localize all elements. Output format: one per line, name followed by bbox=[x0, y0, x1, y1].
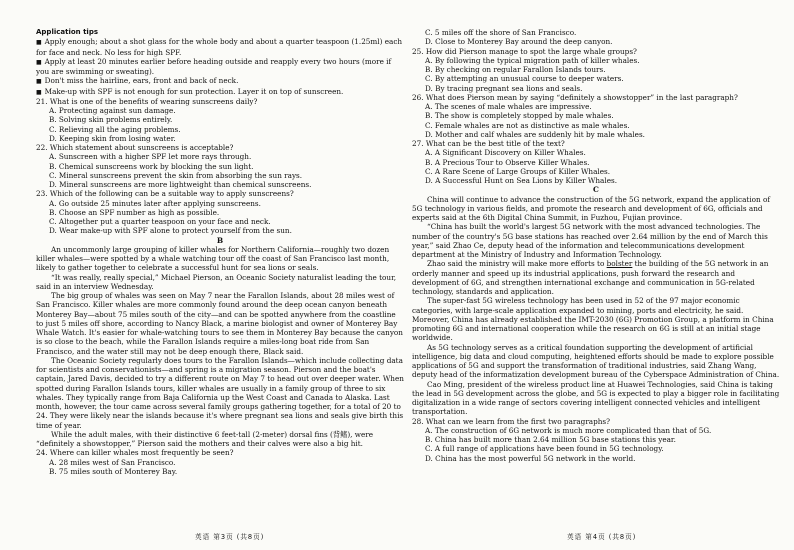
question-27-option: A. A Significant Discovery on Killer Whales. bbox=[425, 148, 586, 158]
question-27-stem: 27. What can be the best title of the text? bbox=[412, 139, 565, 148]
application-tips-heading: Application tips bbox=[36, 28, 99, 36]
passage-c-paragraph: “China has built the world's largest 5G network with the most advanced technologies. The number of the country's 5G base stations has reached over 2.64 million by the end of March this year,” said Zhao Ce, deputy head of the information and telecommunications development department at the Ministry of Industry and Information Technology. bbox=[412, 222, 768, 259]
passage-b-paragraph: The big group of whales was seen on May 7 near the Farallon Islands, about 28 miles west of San Francisco. Killer whales are more commonly found around the deep ocean canyon beneath Monterey Bay—about 75 miles south of the city—and can be spotted anywhere from the coastline to just 5 miles off shore, according to Nancy Black, a marine biologist and owner of Monterey Bay Whale Watch. It's easier for whale-watching tours to see them in Monterey Bay because the canyon is so close to the beach, while the Farallon Islands require a miles-long boat ride from San Francisco, and the water still may not be deep enough there, Black said. bbox=[36, 291, 403, 356]
question-21-option: B. Solving skin problems entirely. bbox=[49, 115, 173, 125]
section-c-label: C bbox=[593, 185, 599, 195]
question-23-option: B. Choose an SPF number as high as possible. bbox=[49, 207, 220, 217]
question-25-option: A. By following the typical migration path of killer whales. bbox=[425, 55, 640, 65]
question-21-option: A. Protecting against sun damage. bbox=[49, 106, 176, 115]
section-b-label: B bbox=[216, 235, 224, 245]
passage-c-paragraph: Zhao said the ministry will make more efforts to bolster the building of the 5G network in an orderly manner and speed up its industrial applications, push forward the research and development of 6G, and strengthen international exchange and communication in 5G-related technology, standards and application. bbox=[412, 259, 769, 296]
underlined-word: bolster bbox=[606, 259, 633, 269]
question-28-option: A. The construction of 6G network is much more complicated than that of 5G. bbox=[425, 425, 712, 435]
tip-item: ■ Don't miss the hairline, ears, front and back of neck. bbox=[36, 76, 404, 86]
tip-item: ■ Make-up with SPF is not enough for sun protection. Layer it on top of sunscreen. bbox=[36, 87, 404, 97]
question-22-option: C. Mineral sunscreens prevent the skin from absorbing the sun rays. bbox=[49, 170, 303, 180]
question-22-option: B. Chemical sunscreens work by blocking the sun light. bbox=[49, 161, 254, 171]
passage-c-paragraph: China will continue to advance the construction of the 5G network, expand the application of 5G technology in various fields, and promote the research and development of 6G, officials and experts said at the 6th Digital China Summit, in Fuzhou, Fujian province. bbox=[412, 194, 771, 222]
passage-b-paragraph: An uncommonly large grouping of killer whales for Northern California—roughly two dozen killer whales—were spotted by a whale watching tour off the coast of San Francisco last month, likely to gather together to celebrate a successful hunt for sea lions or seals. bbox=[36, 244, 390, 273]
question-26-option: A. The scenes of male whales are impressive. bbox=[425, 102, 592, 111]
question-22-option: A. Sunscreen with a higher SPF let more rays through. bbox=[49, 152, 252, 162]
question-25-option: C. By attempting an unusual course to deeper waters. bbox=[425, 74, 624, 84]
question-23-option: D. Wear make-up with SPF alone to protect yourself from the sun. bbox=[49, 226, 292, 236]
passage-c-paragraph: The super-fast 5G wireless technology has been used in 52 of the 97 major economic categories, with large-scale application expanded to mining, ports and electricity, he said. Moreover, China has already established the IMT-2030 (6G) Promotion Group, a platform in China promoting 6G and international cooperation while the research on 6G is still at an initial stage worldwide. bbox=[412, 296, 774, 343]
passage-c-paragraph: Cao Ming, president of the wireless product line at Huawei Technologies, said China is taking the lead in 5G development across the globe, and 5G is expected to play a bigger role in facilitating digitalization in a wide range of sectors covering intelligent connected vehicles and intelligent transportation. bbox=[412, 379, 780, 417]
question-25-stem: 25. How did Pierson manage to spot the large whale groups? bbox=[412, 46, 637, 56]
passage-b-paragraph: The Oceanic Society regularly does tours to the Farallon Islands—which include collecting data for scientists and conservationists—and spring is a migration season. Pierson and the boat's captain, Jared Davis, decided to try a different route on May 7 to head out over deeper water. When spotted during Farallon Islands tours, killer whales are usually in a family group of three to six whales. They typically range from Baja California up the West Coast and Canada to Alaska. Last month, however, the tour came across several family groups gathering together, for a total of 20 to 24. They were likely near the islands because it's where pregnant sea lions and seals give birth this time of year. bbox=[36, 355, 404, 430]
left-column bbox=[36, 28, 404, 476]
question-28-stem: 28. What can we learn from the first two paragraphs? bbox=[412, 416, 611, 426]
page-footer-right: 英语 第4页 (共8页) bbox=[567, 533, 637, 541]
passage-b-paragraph: “It was really, really special,” Michael Pierson, an Oceanic Society naturalist leading the tour, said in an interview Wednesday. bbox=[36, 272, 397, 291]
question-22-option: D. Mineral sunscreens are more lightweight than chemical sunscreens. bbox=[49, 180, 312, 189]
question-23-option: C. Altogether put a quarter teaspoon on your face and neck. bbox=[49, 217, 271, 226]
question-27-option: C. A Rare Scene of Large Groups of Killer Whales. bbox=[425, 166, 611, 176]
question-27-option: B. A Precious Tour to Observe Killer Whales. bbox=[425, 157, 590, 167]
question-24-option: D. Close to Monterey Bay around the deep canyon. bbox=[425, 37, 613, 47]
passage-b-paragraph: While the adult males, with their distinctive 6 feet-tall (2-meter) dorsal fins (背鳍), were “definitely a showstopper,” Pierson said the mothers and their calves were also a big hit. bbox=[36, 429, 374, 448]
question-26-option: D. Mother and calf whales are suddenly hit by male whales. bbox=[425, 129, 645, 139]
question-26-option: B. The show is completely stopped by male whales. bbox=[425, 111, 614, 121]
question-23-stem: 23. Which of the following can be a suitable way to apply sunscreens? bbox=[36, 189, 294, 199]
tip-item: ■ Apply at least 20 minutes earlier before heading outside and reapply every two hours (more if you are swimming or sweating). bbox=[36, 57, 404, 77]
question-24-option: B. 75 miles south of Monterey Bay. bbox=[49, 466, 178, 476]
question-28-option: B. China has built more than 2.64 million 5G base stations this year. bbox=[425, 435, 676, 444]
question-26-stem: 26. What does Pierson mean by saying “definitely a showstopper” in the last paragraph? bbox=[412, 92, 738, 102]
right-column bbox=[412, 28, 780, 463]
question-24-option: A. 28 miles west of San Francisco. bbox=[49, 457, 176, 467]
tip-item: ■ Apply enough; about a shot glass for the whole body and about a quarter teaspoon (1.25ml) each for face and neck. No less for high SPF. bbox=[36, 37, 404, 57]
question-21-option: D. Keeping skin from losing water. bbox=[49, 133, 176, 143]
question-27-option: D. A Successful Hunt on Sea Lions by Killer Whales. bbox=[425, 176, 618, 185]
question-22-stem: 22. Which statement about sunscreens is acceptable? bbox=[36, 143, 234, 152]
question-25-option: B. By checking on regular Farallon Islands tours. bbox=[425, 65, 606, 74]
question-21-option: C. Relieving all the aging problems. bbox=[49, 124, 181, 134]
question-28-option: C. A full range of applications have been found in 5G technology. bbox=[425, 444, 664, 454]
question-23-option: A. Go outside 25 minutes later after applying sunscreens. bbox=[49, 198, 261, 208]
question-21-stem: 21. What is one of the benefits of wearing sunscreens daily? bbox=[36, 96, 258, 106]
question-25-option: D. By tracing pregnant sea lions and seals. bbox=[425, 83, 583, 93]
question-24-option: C. 5 miles off the shore of San Francisco. bbox=[425, 28, 577, 37]
question-24-stem: 24. Where can killer whales most frequently be seen? bbox=[36, 448, 234, 458]
question-28-option: D. China has the most powerful 5G network in the world. bbox=[425, 453, 636, 463]
page-footer-left: 英语 第3页 (共8页) bbox=[195, 533, 265, 541]
question-26-option: C. Female whales are not as distinctive as male whales. bbox=[425, 120, 630, 130]
passage-c-paragraph: As 5G technology serves as a critical foundation supporting the development of artificial intelligence, big data and cloud computing, heightened efforts should be made to explore possible applications of 5G and support the transformation of traditional industries, said Zhang Wang, deputy head of the informatization development bureau of the Cyberspace Administration of China. bbox=[412, 342, 780, 380]
